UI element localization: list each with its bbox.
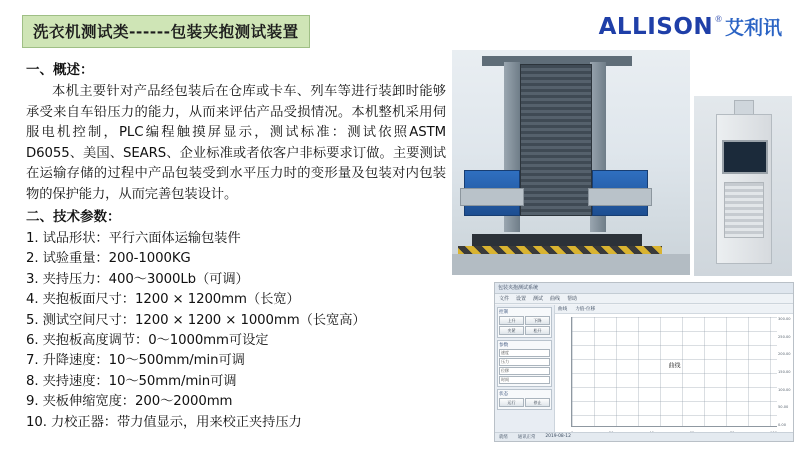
- speed-field[interactable]: 速度: [499, 349, 550, 357]
- down-button[interactable]: 下降: [525, 316, 550, 325]
- control-button-row-1: [499, 316, 550, 325]
- control-button-row-2: [499, 326, 550, 335]
- company-logo: [599, 13, 782, 40]
- list-item: 2. 试验重量：200-1000KG: [26, 251, 191, 267]
- list-item: 7. 升降速度：10～500mm/min可调: [26, 353, 245, 369]
- list-item: 5. 测试空间尺寸：1200 × 1200 × 1000mm（长宽高）: [26, 312, 366, 328]
- chart-plot-area: [571, 317, 777, 427]
- page-header: [0, 0, 800, 56]
- clamp-button[interactable]: 夹紧: [499, 326, 524, 335]
- specs-list: [26, 229, 446, 433]
- displacement-field[interactable]: 位移: [499, 367, 550, 375]
- menu-item-settings[interactable]: 设置: [516, 296, 527, 302]
- list-item: 8. 夹持速度：10～50mm/min可调: [26, 373, 237, 389]
- description-column: [26, 60, 446, 433]
- y-tick: 200.00: [778, 352, 791, 357]
- machine-photo: [452, 50, 690, 275]
- registered-trademark-icon: ®: [715, 14, 722, 24]
- machine-center-column: [520, 64, 592, 216]
- chart-tab-force-displacement[interactable]: 力值-位移: [575, 307, 596, 312]
- chart-header: [555, 305, 793, 314]
- list-item: 10. 力校正器：带力值显示，用来校正夹持压力: [26, 414, 302, 430]
- status-group: [497, 389, 552, 410]
- run-button[interactable]: 运行: [499, 398, 524, 407]
- list-item: 6. 夹抱板高度调节：0～1000mm可设定: [26, 333, 269, 349]
- list-item: 9. 夹板伸缩宽度：200～2000mm: [26, 394, 233, 410]
- status-date: 2019-08-12: [545, 434, 571, 439]
- parameter-group: [497, 340, 552, 387]
- list-item: 4. 夹抱板面尺寸：1200 × 1200mm（长宽）: [26, 292, 300, 308]
- chart-center-label: 曲线: [668, 362, 681, 370]
- overview-heading: 一、概述：: [26, 62, 94, 78]
- list-item: 3. 夹持压力：400～3000Lb（可调）: [26, 271, 249, 287]
- control-group: [497, 307, 552, 338]
- cabinet-touch-screen: [722, 140, 768, 174]
- chart-y-axis-ticks: [778, 317, 792, 427]
- stop-button[interactable]: 停止: [525, 398, 550, 407]
- software-body: [495, 305, 793, 441]
- status-button-row: [499, 398, 550, 407]
- software-status-bar: [495, 432, 793, 441]
- menu-item-test[interactable]: 测试: [533, 296, 544, 302]
- y-tick: 50.00: [778, 405, 789, 410]
- software-control-panel: [495, 305, 555, 441]
- menu-item-curve[interactable]: 曲线: [550, 296, 561, 302]
- software-title-bar: 包装夹抱测试系统: [495, 283, 793, 294]
- software-chart-area: [555, 305, 793, 441]
- machine-right-clamp-plate: [588, 188, 652, 206]
- status-group-title: 状态: [499, 392, 509, 397]
- up-button[interactable]: 上升: [499, 316, 524, 325]
- time-field[interactable]: 时间: [499, 376, 550, 384]
- menu-item-help[interactable]: 帮助: [567, 296, 578, 302]
- y-tick: 150.00: [778, 369, 791, 374]
- y-tick: 250.00: [778, 334, 791, 339]
- logo-text-cn: 艾利讯: [724, 17, 782, 39]
- y-tick: 0.00: [778, 422, 787, 427]
- software-screenshot: [494, 282, 794, 442]
- overview-paragraph: 本机主要针对产品经包装后在仓库或卡车、列车等进行装卸时能够承受来自车铅压力的能力，从而来评估产品受损情况。本机整机采用伺服电机控制，PLC编程触摸屏显示，测试标准：测试依照ASTM D6055、美国、SEARS、企业标准或者依客户非标要求订做。主要测试在运输存储的过程中产品包装受到水平压力时的变形量及包装对内包装物的保护能力，从而完善包装设计。: [26, 84, 446, 202]
- software-menu-bar: [495, 294, 793, 304]
- y-tick: 300.00: [778, 317, 791, 321]
- list-item: 1. 试品形状：平行六面体运输包装件: [26, 231, 241, 246]
- machine-left-clamp-plate: [460, 188, 524, 206]
- control-group-title: 控制: [499, 310, 509, 315]
- pressure-field[interactable]: 压力: [499, 358, 550, 366]
- menu-item-file[interactable]: 文件: [499, 296, 510, 302]
- specs-heading: 二、技术参数：: [26, 209, 121, 225]
- status-comm: 通讯正常: [517, 435, 536, 440]
- chart-tab-curve[interactable]: 曲线: [558, 307, 568, 312]
- logo-text-en: ALLISON: [598, 14, 714, 40]
- status-ready: 就绪: [499, 435, 508, 440]
- y-tick: 100.00: [778, 387, 791, 392]
- page-title: 洗衣机测试类------包装夹抱测试装置: [22, 15, 310, 48]
- cabinet-vent-panel: [724, 182, 764, 238]
- control-cabinet-photo: [694, 96, 792, 276]
- release-button[interactable]: 松开: [525, 326, 550, 335]
- parameter-group-title: 参数: [499, 343, 509, 348]
- machine-floor: [452, 254, 690, 275]
